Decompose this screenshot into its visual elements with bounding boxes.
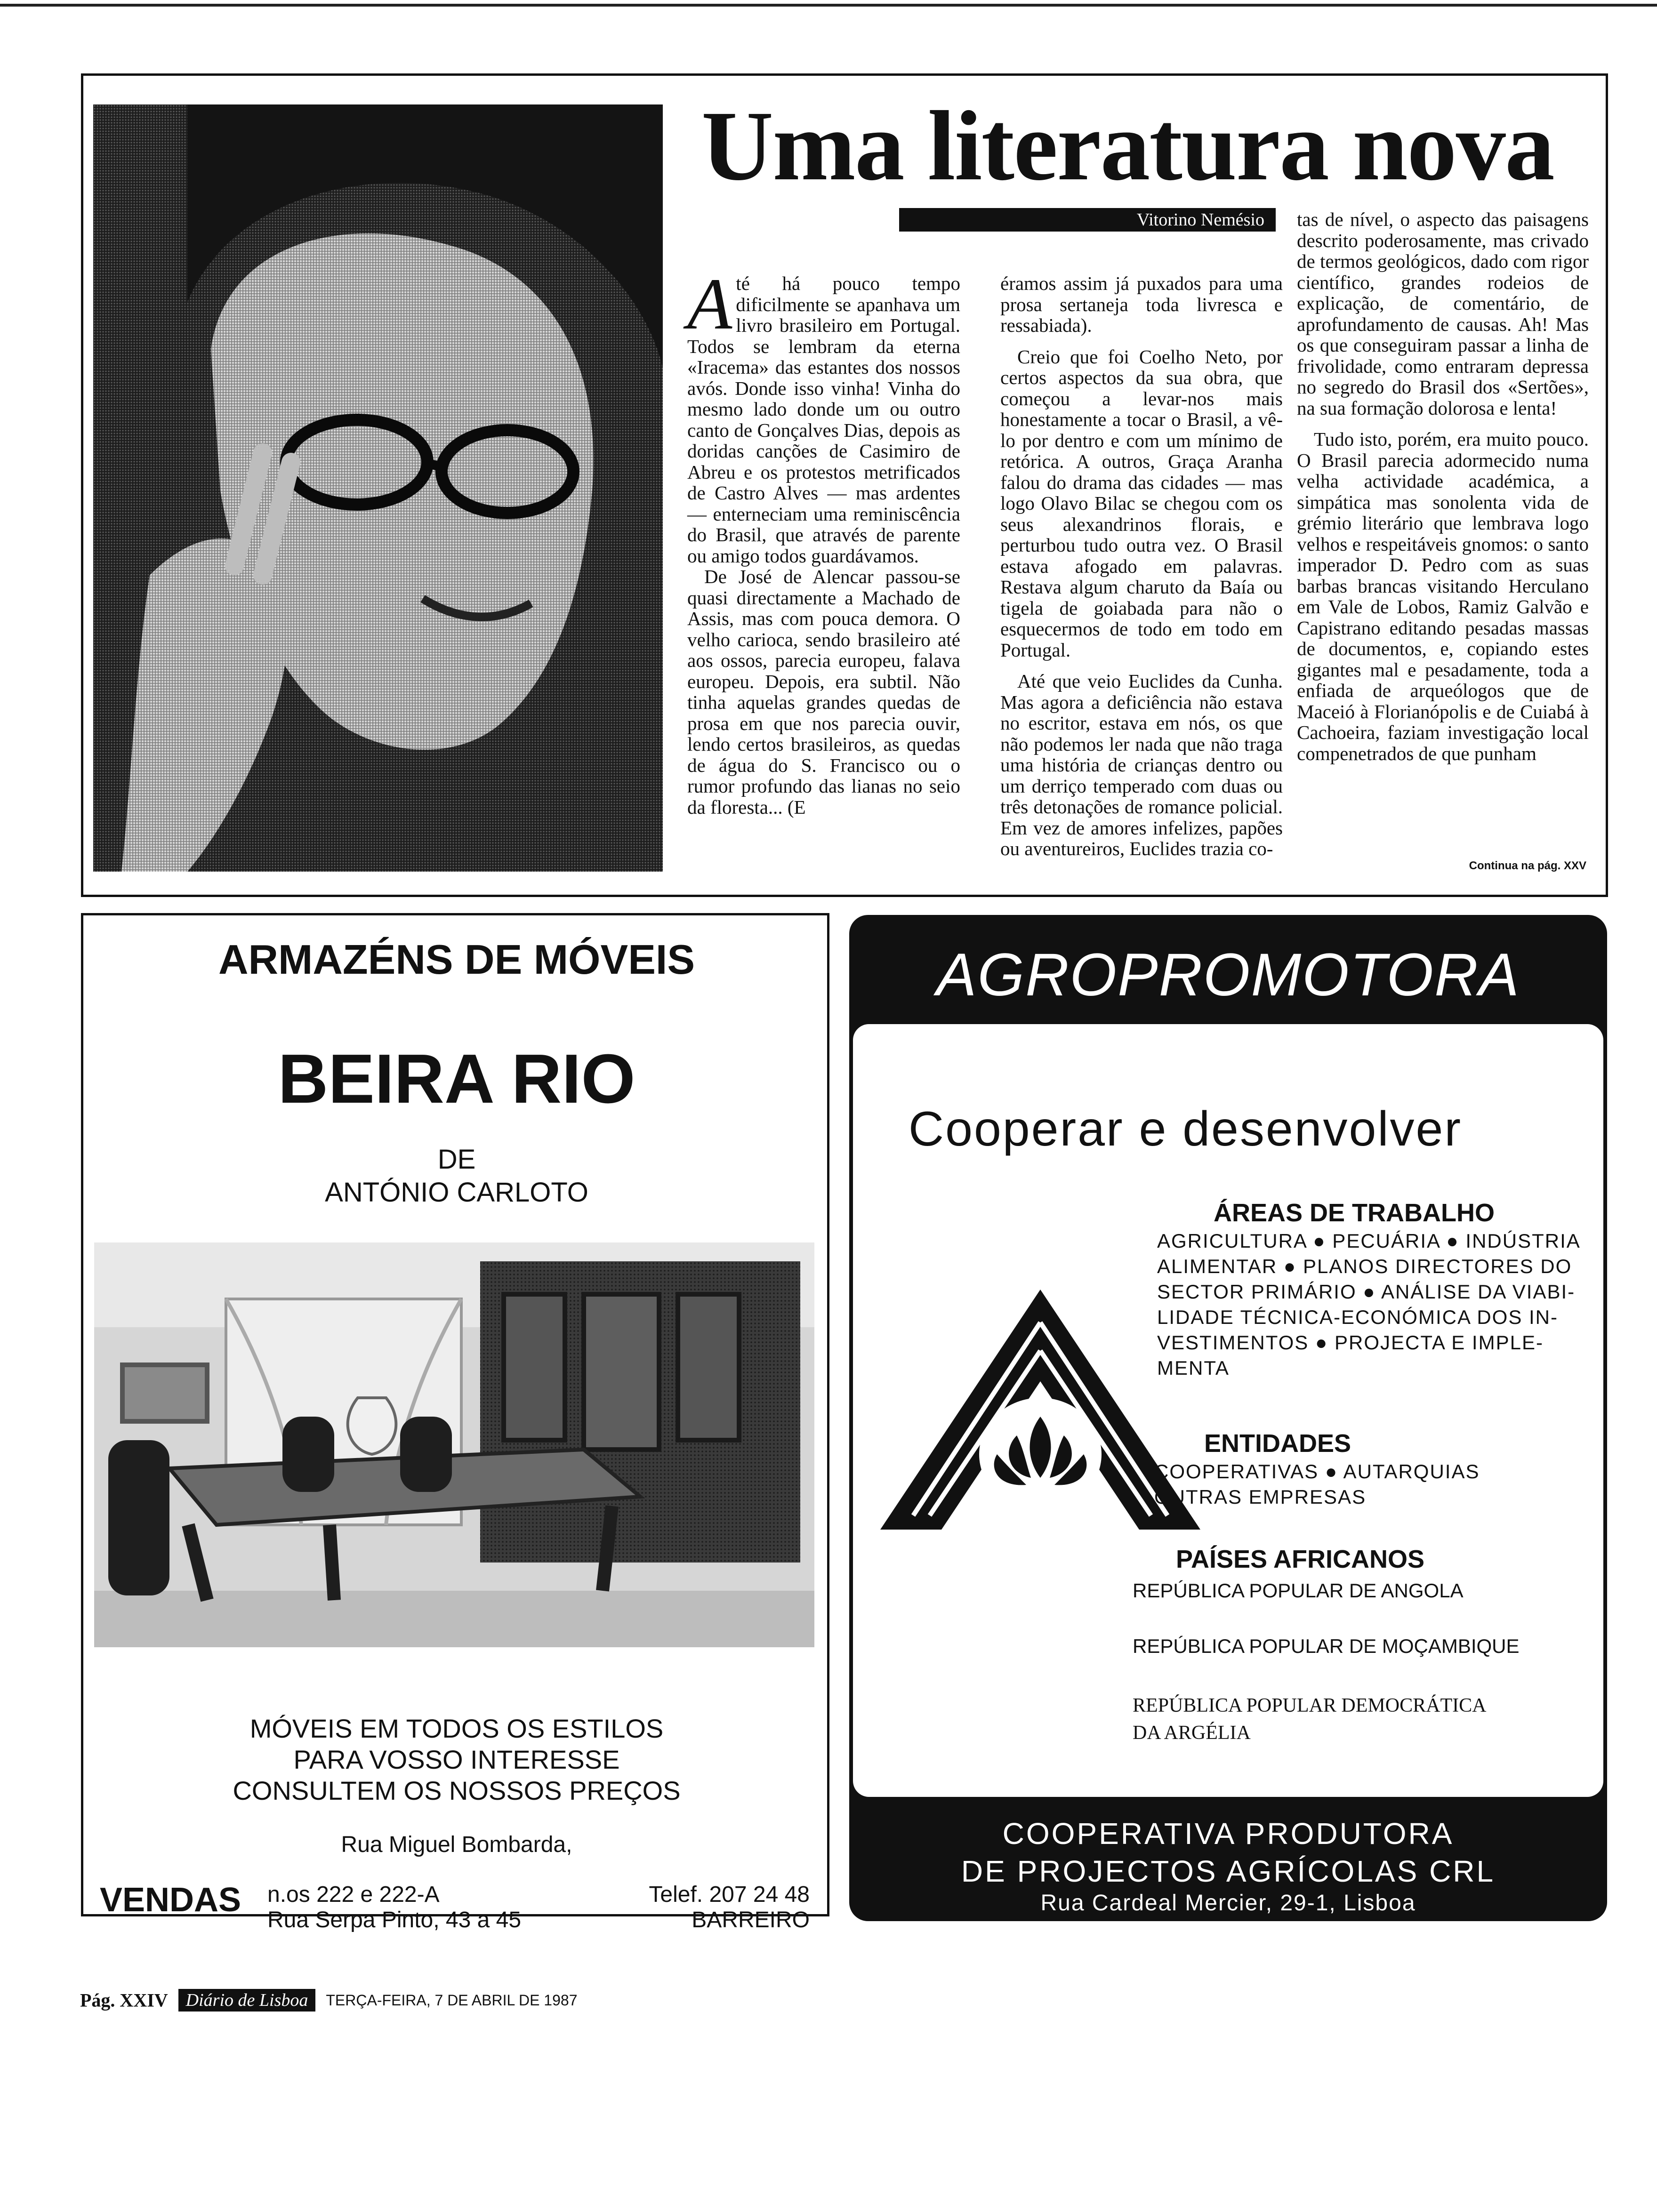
tagline-line: CONSULTEM OS NOSSOS PREÇOS	[233, 1776, 681, 1805]
country-mozambique: REPÚBLICA POPULAR DE MOÇAMBIQUE	[1133, 1635, 1520, 1657]
ad-left-vendas: VENDAS	[100, 1881, 241, 1919]
article-paragraph: tas de nível, o aspecto das paisagens descrito poderosamente, mas crivado de termos geológicos, dado com rigor científico, grandes rodeios de explicação, de comentário, de aprofundamento de causas. Ah! Mas os que conseguiram passar a linha de frivolidade, como entraram depressa no segredo do Brasil dos «Sertões», na sua formação dolorosa e lenta!	[1297, 208, 1589, 419]
article-paragraph: Creio que foi Coelho Neto, por certos aspectos da sua obra, que começou a levar-nos mais honestamente a tocar o Brasil, a vê-lo por dentro e com um mínimo de retórica. A outros, Graça Aranha falou do drama das cidades — mas logo Olavo Bilac se chegou com os seus alexandrinos florais, e perturbou tudo outra vez. O Brasil estava afogado em palavras. Restava algum charuto da Baía ou tigela de goiabada para não o esquecermos de todo em todo em Portugal.	[1000, 345, 1283, 661]
ad-left-city: BARREIRO	[692, 1907, 810, 1932]
coop-phone-row	[849, 1924, 1607, 1954]
country-algeria-1: REPÚBLICA POPULAR DEMOCRÁTICA	[1133, 1695, 1487, 1716]
article-column-2	[1000, 273, 1283, 859]
tagline-line: MÓVEIS EM TODOS OS ESTILOS	[249, 1714, 664, 1743]
coop-address: Rua Cardeal Mercier, 29-1, Lisboa	[1040, 1891, 1416, 1915]
ad-left-numbers: n.os 222 e 222-A	[267, 1882, 440, 1907]
areas-title: ÁREAS DE TRABALHO	[1214, 1199, 1495, 1227]
article-column-3	[1297, 209, 1589, 764]
furniture-photo	[94, 1242, 814, 1647]
article-paragraph: té há pouco tempo dificilmente se apanhava um livro brasileiro em Portugal. Todos se lembram da eterna «Iracema» das estantes dos nossos avós. Donde isso vinha! Vinha do mesmo lado donde um ou outro canto de Gonçalves Dias, depois as doridas canções de Casimiro de Abreu e os protestos metrificados de Castro Alves — mas ardentes — enterneciam uma reminiscência do Brasil, que através de parente ou amigo todos guardávamos.	[687, 272, 960, 567]
page-number: Pág. XXIV	[80, 1989, 168, 2011]
entities-line: COOPERATIVAS ● AUTARQUIAS	[1154, 1460, 1480, 1483]
ad-left-brand: BEIRA RIO	[278, 1040, 635, 1118]
coop-phone: 73 51 35	[1194, 1925, 1304, 1953]
ad-left-street2: Rua Serpa Pinto, 43 a 45	[267, 1907, 522, 1932]
areas-line: LIDADE TÉCNICA-ECONÓMICA DOS IN-	[1157, 1306, 1558, 1328]
areas-line: SECTOR PRIMÁRIO ● ANÁLISE DA VIABI-	[1157, 1281, 1576, 1303]
article-paragraph: De José de Alencar passou-se quasi directamente a Machado de Assis, mas com pouca demora. O velho carioca, sendo brasileiro até aos ossos, parecia europeu, falava europeu. Depois, era subtil. Não tinha aquelas grandes quedas de prosa em que nos parecia ouvir, lendo certos brasileiros, as quedas de água do S. Francisco ou o rumor profundo das lianas no seio da floresta... (E	[687, 566, 960, 818]
ad-left-street1: Rua Miguel Bombarda,	[341, 1832, 572, 1857]
coop-line: COOPERATIVA PRODUTORA	[1002, 1817, 1454, 1851]
ad-left-tagline	[85, 1713, 828, 1806]
areas-line: VESTIMENTOS ● PROJECTA E IMPLE-	[1157, 1331, 1544, 1354]
article-paragraph: Tudo isto, porém, era muito pouco. O Brasil parecia adormecido numa velha actividade académica, a simpática mas sonolenta vida de grémio literário que lembrava logo velhos e respeitáveis gnomos: o santo imperador D. Pedro com as suas barbas brancas visitando Herculano em Vale de Lobos, Ramiz Galvão e Capistrano editando pesadas massas de documentos, e, copiando estes gigantes mal e pesadamente, toda a enfiada de arqueólogos que de Maceió à Florianópolis e de Cuiabá à Cachoeira, faziam investigação local compenetrados de que punham	[1297, 428, 1589, 764]
article-byline: Vitorino Nemésio	[899, 208, 1276, 232]
drop-cap: A	[687, 263, 732, 345]
tagline-line: PARA VOSSO INTERESSE	[293, 1745, 620, 1774]
ad-left-owner: ANTÓNIO CARLOTO	[325, 1177, 588, 1208]
dining-room-image	[94, 1242, 814, 1647]
author-photo	[93, 104, 663, 872]
ad-right-slogan: Cooperar e desenvolver	[909, 1102, 1462, 1156]
ad-left-phone: Telef. 207 24 48	[649, 1882, 810, 1907]
article-headline: Uma literatura nova	[701, 90, 1554, 201]
article-paragraph: éramos assim já puxados para uma prosa sertaneja toda livresca e ressabiada).	[1000, 272, 1283, 336]
ad-left-de: DE	[437, 1144, 476, 1175]
entities-line: OUTRAS EMPRESAS	[1154, 1486, 1367, 1508]
newspaper-name: Diário de Lisboa	[178, 1989, 316, 2012]
page-footer	[80, 1989, 577, 2012]
article-column-1	[687, 263, 960, 818]
country-angola: REPÚBLICA POPULAR DE ANGOLA	[1133, 1579, 1464, 1602]
areas-line: ALIMENTAR ● PLANOS DIRECTORES DO	[1157, 1255, 1572, 1277]
coop-line: DE PROJECTOS AGRÍCOLAS CRL	[961, 1854, 1496, 1888]
countries-title: PAÍSES AFRICANOS	[1176, 1545, 1425, 1573]
continued-note: Continua na pág. XXV	[1469, 859, 1586, 872]
coop-name	[849, 1815, 1607, 1890]
ad-right-brand: AGROPROMOTORA	[936, 941, 1520, 1009]
top-rule	[0, 4, 1657, 7]
areas-line: MENTA	[1157, 1357, 1230, 1379]
entities-list	[1154, 1459, 1512, 1510]
entities-title: ENTIDADES	[1204, 1429, 1351, 1458]
article-paragraph: Até que veio Euclides da Cunha. Mas agora a deficiência não estava no escritor, estava em nós, os que não podemos ler nada que não traga uma história de crianças dentro ou um derriço temperado com duas ou três detonações de romance policial. Em vez de amores infelizes, papões ou aventureiros, Euclides trazia co-	[1000, 670, 1283, 859]
author-portrait-image	[93, 104, 663, 872]
telephone-icon: ☏	[1152, 1925, 1194, 1953]
issue-date: TERÇA-FEIRA, 7 DE ABRIL DE 1987	[326, 1991, 578, 2009]
country-algeria-2: DA ARGÉLIA	[1133, 1722, 1251, 1744]
ad-left-heading: ARMAZÉNS DE MÓVEIS	[218, 936, 695, 983]
areas-line: AGRICULTURA ● PECUÁRIA ● INDÚSTRIA	[1157, 1230, 1581, 1252]
areas-list	[1157, 1228, 1590, 1381]
